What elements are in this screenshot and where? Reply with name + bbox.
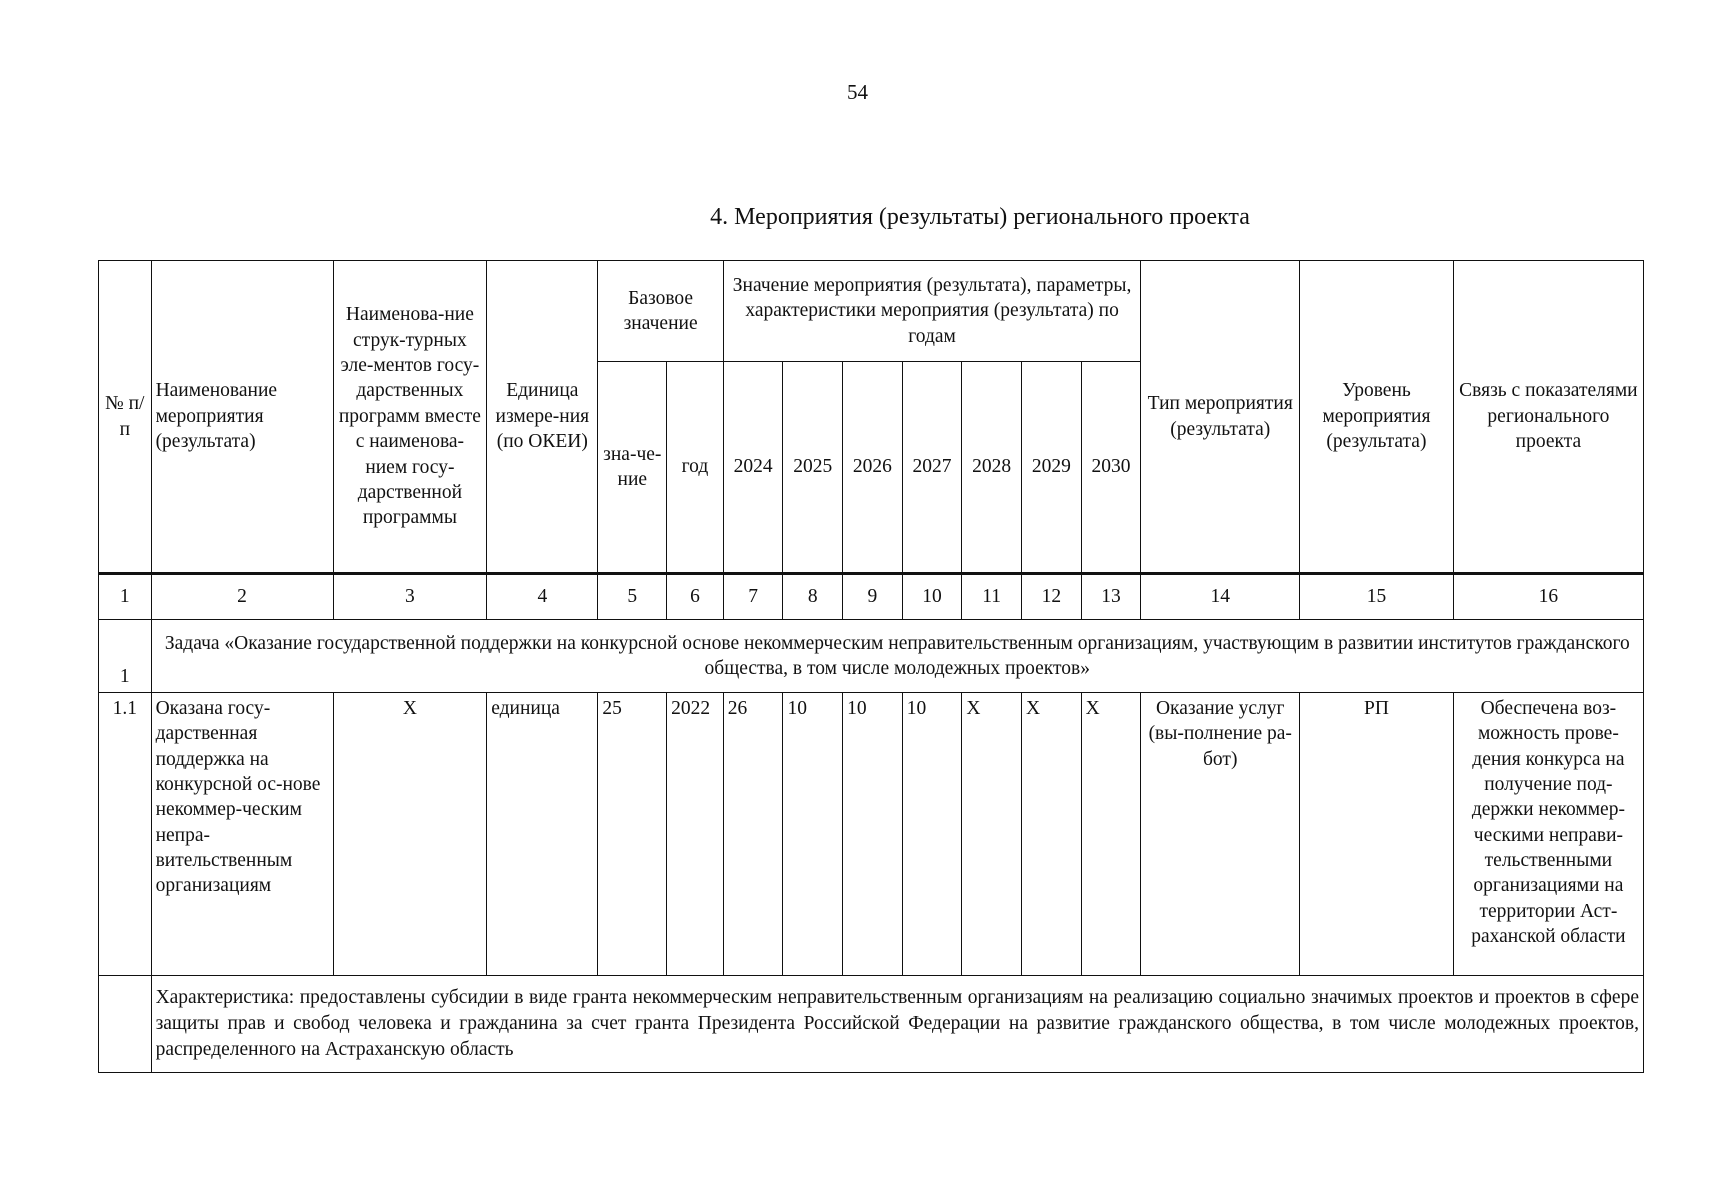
col-number: 11	[962, 574, 1022, 620]
column-numbers-row	[99, 574, 1644, 620]
row-type: Оказание услуг (вы-полнение ра-бот)	[1141, 693, 1300, 976]
header-row-1	[99, 261, 1644, 362]
header-name: Наименование мероприятия (результата)	[151, 261, 333, 574]
header-year-2027: 2027	[902, 362, 962, 574]
row-name: Оказана госу-дарственная поддержка на конкурсной ос-нове некоммер-ческим непра-вительственным организациям	[151, 693, 333, 976]
col-number: 6	[667, 574, 724, 620]
task-num: 1	[99, 620, 152, 693]
header-year-2025: 2025	[783, 362, 843, 574]
header-year-2028: 2028	[962, 362, 1022, 574]
col-number: 7	[723, 574, 783, 620]
section-title: 4. Мероприятия (результаты) регионального проекта	[710, 204, 1250, 230]
header-struct: Наименова-ние струк-турных эле-ментов госу-дарственных программ вместе с наименова-нием госу-дарственной программы	[333, 261, 487, 574]
row-num: 1.1	[99, 693, 152, 976]
row-year-2030: Х	[1081, 693, 1141, 976]
col-number: 9	[843, 574, 903, 620]
col-number: 8	[783, 574, 843, 620]
header-level: Уровень мероприятия (результата)	[1300, 261, 1454, 574]
col-number: 3	[333, 574, 487, 620]
row-year-2027: 10	[902, 693, 962, 976]
row-base-year: 2022	[667, 693, 724, 976]
col-number: 13	[1081, 574, 1141, 620]
header-base-value: зна-че-ние	[598, 362, 667, 574]
row-struct: Х	[333, 693, 487, 976]
header-link: Связь с показателями регионального проекта	[1453, 261, 1643, 574]
task-text: Задача «Оказание государственной поддержки на конкурсной основе некоммерческим неправительственным организациям, участвующим в развитии институтов гражданского общества, в том числе молодежных проектов»	[151, 620, 1643, 693]
col-number: 15	[1300, 574, 1454, 620]
characteristic-empty-cell	[99, 976, 152, 1073]
table-row	[99, 693, 1644, 976]
col-number: 12	[1022, 574, 1082, 620]
row-level: РП	[1300, 693, 1454, 976]
row-link: Обеспечена воз-можность прове-дения конкурса на получение под-держки некоммер-ческими неправи-тельственными организациями на территории Аст-раханской области	[1453, 693, 1643, 976]
row-year-2024: 26	[723, 693, 783, 976]
col-number: 5	[598, 574, 667, 620]
header-years-group: Значение мероприятия (результата), параметры, характеристики мероприятия (результата) по годам	[723, 261, 1141, 362]
row-year-2029: Х	[1022, 693, 1082, 976]
col-number: 10	[902, 574, 962, 620]
header-base-group: Базовое значение	[598, 261, 723, 362]
header-year-2030: 2030	[1081, 362, 1141, 574]
row-year-2026: 10	[843, 693, 903, 976]
col-number: 16	[1453, 574, 1643, 620]
header-year-2024: 2024	[723, 362, 783, 574]
task-row	[99, 620, 1644, 693]
col-number: 4	[487, 574, 598, 620]
row-base-value: 25	[598, 693, 667, 976]
row-year-2025: 10	[783, 693, 843, 976]
col-number: 2	[151, 574, 333, 620]
col-number: 1	[99, 574, 152, 620]
row-year-2028: Х	[962, 693, 1022, 976]
col-number: 14	[1141, 574, 1300, 620]
header-unit: Единица измере-ния (по ОКЕИ)	[487, 261, 598, 574]
header-type: Тип мероприятия (результата)	[1141, 261, 1300, 574]
page-number: 54	[847, 80, 868, 104]
characteristic-text: Характеристика: предоставлены субсидии в виде гранта некоммерческим неправительственным организациям на реализацию социально значимых проектов и проектов в сфере защиты прав и свобод человека и гражданина за счет гранта Президента Российской Федерации на развитие гражданского общества, в том числе молодежных проектов, распределенного на Астраханскую область	[151, 976, 1643, 1073]
characteristic-row	[99, 976, 1644, 1073]
header-num: № п/п	[99, 261, 152, 574]
header-base-year: год	[667, 362, 724, 574]
row-unit: единица	[487, 693, 598, 976]
header-year-2029: 2029	[1022, 362, 1082, 574]
header-year-2026: 2026	[843, 362, 903, 574]
events-table	[98, 260, 1644, 1073]
